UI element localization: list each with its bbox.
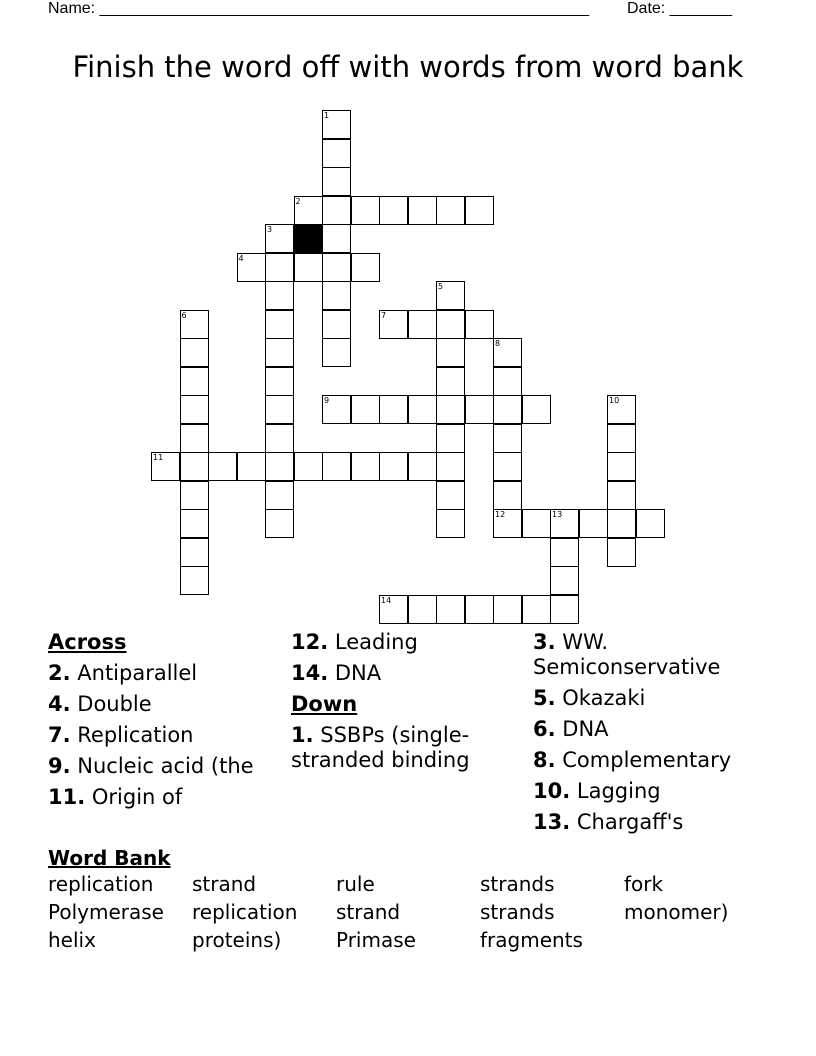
grid-cell[interactable] bbox=[436, 424, 465, 453]
grid-cell[interactable] bbox=[493, 338, 522, 367]
clues-column-2 bbox=[291, 630, 526, 779]
name-field[interactable]: Name: _______________________________________________________ bbox=[48, 0, 589, 17]
grid-cell[interactable] bbox=[465, 395, 494, 424]
word-bank-item: fork bbox=[624, 872, 664, 896]
word-bank-item: fragments bbox=[480, 928, 583, 952]
clue-text: Lagging bbox=[570, 779, 661, 803]
clue-number-label: 6. bbox=[533, 717, 556, 741]
grid-cell[interactable] bbox=[265, 367, 294, 396]
grid-cell[interactable] bbox=[265, 253, 294, 282]
clue-text: WW. Semiconservative bbox=[533, 630, 721, 679]
grid-cell[interactable] bbox=[579, 509, 608, 538]
grid-cell[interactable] bbox=[180, 395, 209, 424]
grid-cell[interactable] bbox=[493, 509, 522, 538]
word-bank bbox=[48, 846, 768, 952]
grid-cell[interactable] bbox=[522, 509, 551, 538]
grid-cell[interactable] bbox=[351, 452, 380, 481]
grid-cell[interactable] bbox=[493, 424, 522, 453]
grid-cell[interactable] bbox=[436, 281, 465, 310]
clue-number-label: 7. bbox=[48, 723, 71, 747]
grid-cell[interactable] bbox=[351, 196, 380, 225]
grid-cell[interactable] bbox=[322, 139, 351, 168]
clue-text: DNA bbox=[328, 661, 382, 685]
word-bank-item: replication bbox=[48, 872, 154, 896]
grid-cell[interactable] bbox=[180, 481, 209, 510]
grid-cell[interactable] bbox=[436, 310, 465, 339]
grid-cell[interactable] bbox=[180, 424, 209, 453]
clue-item bbox=[533, 630, 768, 680]
word-bank-item: strands bbox=[480, 872, 555, 896]
clue-number-label: 5. bbox=[533, 686, 556, 710]
grid-cell[interactable] bbox=[408, 452, 437, 481]
grid-cell[interactable] bbox=[607, 509, 636, 538]
clue-item bbox=[48, 785, 283, 810]
grid-cell[interactable] bbox=[607, 538, 636, 567]
word-bank-item: strands bbox=[480, 900, 555, 924]
grid-cell[interactable] bbox=[322, 167, 351, 196]
grid-cell[interactable] bbox=[180, 338, 209, 367]
grid-cell[interactable] bbox=[550, 509, 579, 538]
word-bank-item: strand bbox=[192, 872, 257, 896]
black-cell bbox=[294, 224, 323, 253]
word-bank-item: proteins) bbox=[192, 928, 282, 952]
word-bank-list bbox=[48, 872, 768, 952]
grid-cell[interactable] bbox=[265, 481, 294, 510]
grid-cell[interactable] bbox=[294, 253, 323, 282]
word-bank-item: strand bbox=[336, 900, 401, 924]
clues-column-1 bbox=[48, 630, 283, 816]
clue-number-label: 14. bbox=[291, 661, 329, 685]
grid-cell[interactable] bbox=[436, 509, 465, 538]
grid-cell[interactable] bbox=[436, 481, 465, 510]
clue-item bbox=[291, 723, 526, 773]
clue-item bbox=[533, 748, 768, 773]
grid-cell[interactable] bbox=[408, 595, 437, 624]
clue-item bbox=[48, 723, 283, 748]
grid-cell[interactable] bbox=[322, 338, 351, 367]
grid-cell[interactable] bbox=[322, 281, 351, 310]
grid-cell[interactable] bbox=[265, 338, 294, 367]
grid-cell[interactable] bbox=[436, 595, 465, 624]
grid-cell[interactable] bbox=[379, 310, 408, 339]
grid-cell[interactable] bbox=[265, 310, 294, 339]
grid-cell[interactable] bbox=[180, 566, 209, 595]
grid-cell[interactable] bbox=[493, 452, 522, 481]
grid-cell[interactable] bbox=[322, 224, 351, 253]
grid-cell[interactable] bbox=[265, 424, 294, 453]
clue-number: 14 bbox=[381, 595, 392, 605]
clue-number-label: 3. bbox=[533, 630, 556, 654]
grid-cell[interactable] bbox=[522, 395, 551, 424]
grid-cell[interactable] bbox=[180, 367, 209, 396]
grid-cell[interactable] bbox=[322, 452, 351, 481]
clue-number-label: 12. bbox=[291, 630, 329, 654]
clue-number: 9 bbox=[324, 396, 330, 405]
clue-text: DNA bbox=[555, 717, 609, 741]
grid-cell[interactable] bbox=[265, 281, 294, 310]
word-bank-item: helix bbox=[48, 928, 96, 952]
date-field[interactable]: Date: _______ bbox=[627, 0, 732, 17]
clue-number: 2 bbox=[295, 196, 301, 206]
page-title: Finish the word off with words from word bank bbox=[72, 50, 744, 84]
clue-number: 1 bbox=[324, 111, 330, 120]
clue-number-label: 9. bbox=[48, 754, 71, 778]
clue-number: 7 bbox=[381, 310, 387, 320]
clue-number-label: 1. bbox=[291, 723, 314, 747]
clue-item bbox=[48, 754, 283, 779]
clue-number-label: 2. bbox=[48, 661, 71, 685]
clue-number: 11 bbox=[153, 453, 164, 462]
grid-cell[interactable] bbox=[322, 310, 351, 339]
word-bank-title: Word Bank bbox=[48, 846, 171, 870]
clue-text: Complementary bbox=[555, 748, 732, 772]
section-heading: Across bbox=[48, 630, 127, 654]
clue-text: Okazaki bbox=[555, 686, 646, 710]
grid-cell[interactable] bbox=[465, 595, 494, 624]
section-heading: Down bbox=[291, 692, 358, 716]
clue-item bbox=[533, 779, 768, 804]
word-bank-item: replication bbox=[192, 900, 298, 924]
grid-cell[interactable] bbox=[379, 452, 408, 481]
clue-number-label: 4. bbox=[48, 692, 71, 716]
grid-cell[interactable] bbox=[294, 196, 323, 225]
grid-cell[interactable] bbox=[436, 367, 465, 396]
clue-number-label: 8. bbox=[533, 748, 556, 772]
grid-cell[interactable] bbox=[237, 253, 266, 282]
grid-cell[interactable] bbox=[436, 395, 465, 424]
grid-cell[interactable] bbox=[379, 595, 408, 624]
grid-cell[interactable] bbox=[493, 395, 522, 424]
grid-cell[interactable] bbox=[322, 196, 351, 225]
clue-number: 6 bbox=[181, 310, 187, 320]
clue-text: Nucleic acid (the bbox=[70, 754, 254, 778]
clue-text: Origin of bbox=[85, 785, 183, 809]
grid-cell[interactable] bbox=[265, 452, 294, 481]
clue-number: 10 bbox=[609, 396, 620, 405]
grid-cell[interactable] bbox=[180, 538, 209, 567]
grid-cell[interactable] bbox=[351, 253, 380, 282]
clue-number: 5 bbox=[438, 282, 444, 291]
grid-cell[interactable] bbox=[408, 310, 437, 339]
grid-cell[interactable] bbox=[607, 481, 636, 510]
clue-text: Antiparallel bbox=[70, 661, 198, 685]
grid-cell[interactable] bbox=[493, 595, 522, 624]
grid-cell[interactable] bbox=[322, 253, 351, 282]
grid-cell[interactable] bbox=[208, 452, 237, 481]
grid-cell[interactable] bbox=[607, 452, 636, 481]
grid-cell[interactable] bbox=[465, 310, 494, 339]
grid-cell[interactable] bbox=[265, 509, 294, 538]
clues-column-3 bbox=[533, 630, 768, 841]
clue-number: 12 bbox=[495, 510, 506, 519]
grid-cell[interactable] bbox=[436, 196, 465, 225]
clue-number-label: 11. bbox=[48, 785, 86, 809]
grid-cell[interactable] bbox=[550, 595, 579, 624]
grid-cell[interactable] bbox=[522, 595, 551, 624]
grid-cell[interactable] bbox=[237, 452, 266, 481]
grid-cell[interactable] bbox=[636, 509, 665, 538]
clue-number: 4 bbox=[238, 253, 244, 263]
clue-item bbox=[48, 692, 283, 717]
clue-number-label: 10. bbox=[533, 779, 571, 803]
clue-item bbox=[291, 661, 526, 686]
grid-cell[interactable] bbox=[408, 395, 437, 424]
grid-cell[interactable] bbox=[379, 196, 408, 225]
clue-number: 13 bbox=[552, 510, 563, 519]
grid-cell[interactable] bbox=[550, 566, 579, 595]
grid-cell[interactable] bbox=[322, 110, 351, 139]
word-bank-item: rule bbox=[336, 872, 375, 896]
clue-item bbox=[48, 661, 283, 686]
grid-cell[interactable] bbox=[294, 452, 323, 481]
word-bank-item: Polymerase bbox=[48, 900, 164, 924]
clue-number: 3 bbox=[267, 225, 273, 234]
grid-cell[interactable] bbox=[493, 481, 522, 510]
clue-item bbox=[533, 810, 768, 835]
grid-cell[interactable] bbox=[265, 395, 294, 424]
grid-cell[interactable] bbox=[408, 196, 437, 225]
clue-item bbox=[533, 686, 768, 711]
grid-cell[interactable] bbox=[550, 538, 579, 567]
grid-cell[interactable] bbox=[436, 452, 465, 481]
grid-cell[interactable] bbox=[265, 224, 294, 253]
grid-cell[interactable] bbox=[151, 452, 180, 481]
word-bank-item: monomer) bbox=[624, 900, 729, 924]
grid-cell[interactable] bbox=[607, 424, 636, 453]
clue-item bbox=[291, 630, 526, 655]
grid-cell[interactable] bbox=[465, 196, 494, 225]
clue-item bbox=[533, 717, 768, 742]
grid-cell[interactable] bbox=[180, 509, 209, 538]
clue-text: Chargaff's bbox=[570, 810, 684, 834]
clue-text: SSBPs (single-stranded binding bbox=[291, 723, 470, 772]
clue-text: Replication bbox=[70, 723, 194, 747]
grid-cell[interactable] bbox=[379, 395, 408, 424]
clue-text: Leading bbox=[328, 630, 418, 654]
grid-cell[interactable] bbox=[436, 338, 465, 367]
grid-cell[interactable] bbox=[322, 395, 351, 424]
clue-number: 8 bbox=[495, 339, 501, 348]
grid-cell[interactable] bbox=[607, 395, 636, 424]
grid-cell[interactable] bbox=[180, 310, 209, 339]
clue-text: Double bbox=[70, 692, 152, 716]
grid-cell[interactable] bbox=[351, 395, 380, 424]
grid-cell[interactable] bbox=[180, 452, 209, 481]
word-bank-item: Primase bbox=[336, 928, 416, 952]
grid-cell[interactable] bbox=[493, 367, 522, 396]
clue-number-label: 13. bbox=[533, 810, 571, 834]
